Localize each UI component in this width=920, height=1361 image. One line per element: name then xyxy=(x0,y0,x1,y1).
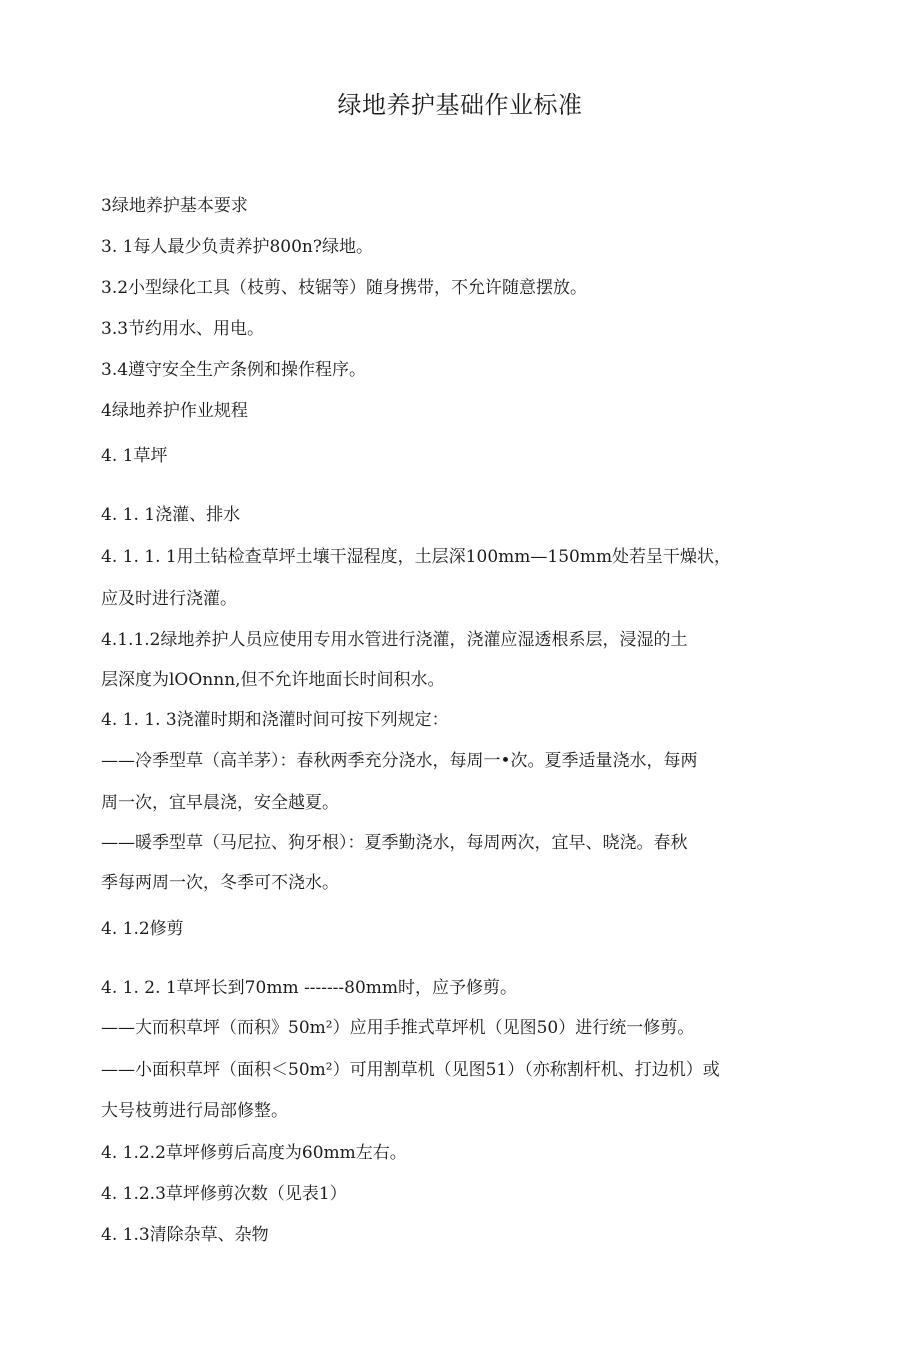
text-line: ——大而积草坪（而积》50m²）应用手推式草坪机（见图50）进行统一修剪。 xyxy=(101,1018,695,1038)
subsection-heading: 4. 1. 1浇灌、排水 xyxy=(101,505,241,525)
section-heading-3: 3绿地养护基本要求 xyxy=(101,196,248,216)
text-line: 大号枝剪进行局部修整。 xyxy=(101,1101,288,1121)
subsection-heading: 4. 1.2修剪 xyxy=(101,919,184,939)
text-line: 3.4遵守安全生产条例和操作程序。 xyxy=(101,360,367,380)
text-line: 层深度为lOOnnn,但不允许地面长时间积水。 xyxy=(101,670,445,690)
text-line: 4. 1. 1. 3浇灌时期和浇灌时间可按下列规定： xyxy=(101,710,449,730)
text-line: 4.1.1.2绿地养护人员应使用专用水管进行浇灌，浇灌应湿透根系层，浸湿的土 xyxy=(101,630,688,650)
text-line: 季每两周一次，冬季可不浇水。 xyxy=(101,873,339,893)
subsection-heading: 4. 1草坪 xyxy=(101,446,168,466)
subsection-heading: 4. 1.3清除杂草、杂物 xyxy=(101,1225,269,1245)
text-line: 4. 1.2.2草坪修剪后高度为60mm左右。 xyxy=(101,1143,407,1163)
text-line: 3.3节约用水、用电。 xyxy=(101,319,265,339)
text-line: ——暖季型草（马尼拉、狗牙根）：夏季勤浇水，每周两次，宜早、晓浇。春秋 xyxy=(101,833,688,853)
text-line: 应及时进行浇灌。 xyxy=(101,589,237,609)
text-line: 周一次，宜早晨浇，安全越夏。 xyxy=(101,793,339,813)
text-line: 3. 1每人最少负责养护800n?绿地。 xyxy=(101,237,373,257)
text-line: ——小面积草坪（面积＜50m²）可用割草机（见图51）（亦称割杆机、打边机）或 xyxy=(101,1060,720,1080)
text-line: 3.2小型绿化工具（枝剪、枝锯等）随身携带，不允许随意摆放。 xyxy=(101,278,588,298)
text-line: ——冷季型草（高羊茅）：春秋两季充分浇水，每周一•次。夏季适量浇水，每两 xyxy=(101,751,698,771)
section-heading-4: 4绿地养护作业规程 xyxy=(101,401,248,421)
text-line: 4. 1.2.3草坪修剪次数（见表1） xyxy=(101,1184,347,1204)
text-line: 4. 1. 1. 1用土钻检查草坪土壤干湿程度，土层深100mm—150mm处若呈干燥状， xyxy=(101,547,732,567)
text-line: 4. 1. 2. 1草坪长到70mm -------80mm时，应予修剪。 xyxy=(101,978,518,998)
document-title: 绿地养护基础作业标准 xyxy=(337,91,583,119)
